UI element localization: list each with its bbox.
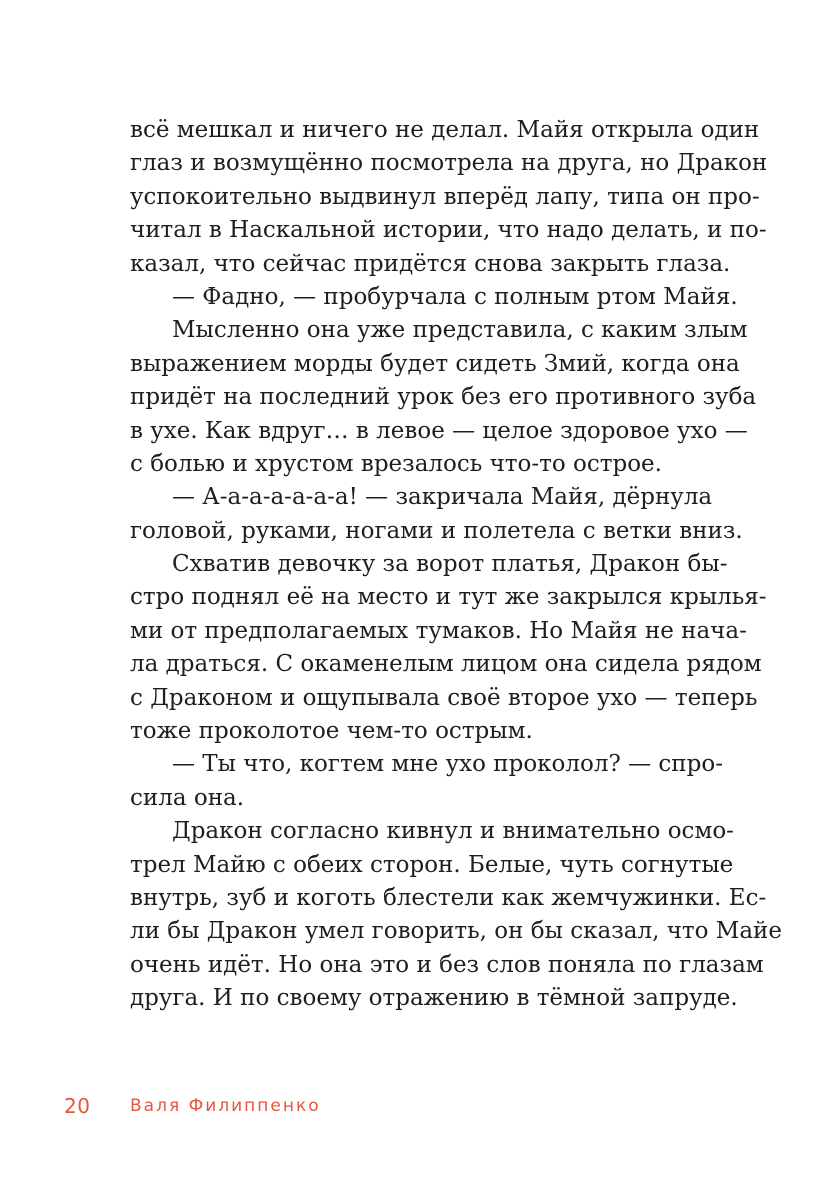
page-footer — [0, 1094, 827, 1124]
text-line: Дракон согласно кивнул и внимательно осмо- — [172, 818, 734, 845]
text-line: Схватив девочку за ворот платья, Дракон бы- — [172, 551, 728, 578]
running-head-author: Валя Филиппенко — [130, 1096, 321, 1116]
page-number: 20 — [64, 1094, 91, 1118]
text-line: придёт на последний урок без его противного зуба — [130, 384, 757, 411]
text-line: стро поднял её на место и тут же закрылся крылья- — [130, 584, 767, 611]
text-line: — Фадно, — пробурчала с полным ртом Майя. — [172, 283, 738, 310]
text-line: читал в Наскальной истории, что надо делать, и по- — [130, 217, 767, 244]
text-line: Мысленно она уже представила, с каким злым — [172, 317, 748, 344]
text-line: в ухе. Как вдруг… в левое — целое здоровое ухо — — [130, 417, 748, 444]
text-line: казал, что сейчас придётся снова закрыть глаза. — [130, 250, 731, 277]
text-line: глаз и возмущённо посмотрела на друга, но Дракон — [130, 150, 768, 177]
text-line: всё мешкал и ничего не делал. Майя открыла один — [130, 117, 760, 143]
text-line: — Ты что, когтем мне ухо проколол? — спро- — [172, 751, 723, 778]
text-line: — А-а-а-а-а-а-а! — закричала Майя, дёрнула — [172, 484, 713, 511]
text-line: ми от предполагаемых тумаков. Но Майя не нача- — [130, 617, 747, 644]
text-line: сила она. — [130, 784, 245, 811]
text-line: друга. И по своему отражению в тёмной запруде. — [130, 985, 738, 1012]
text-line: выражением морды будет сидеть Змий, когда она — [130, 350, 740, 377]
text-line: тоже проколотое чем-то острым. — [130, 718, 533, 745]
text-line: внутрь, зуб и коготь блестели как жемчужинки. Ес- — [130, 884, 767, 911]
text-line: с Драконом и ощупывала своё второе ухо — теперь — [130, 684, 758, 711]
text-line: ли бы Дракон умел говорить, он бы сказал, что Майе — [130, 918, 782, 945]
body-text — [130, 114, 782, 1016]
text-line: ла драться. С окаменелым лицом она сидела рядом — [130, 651, 762, 678]
text-line: головой, руками, ногами и полетела с ветки вниз. — [130, 517, 743, 544]
text-line: успокоительно выдвинул вперёд лапу, типа он про- — [130, 183, 760, 210]
text-line: с болью и хрустом врезалось что-то острое. — [130, 450, 662, 477]
text-line: очень идёт. Но она это и без слов поняла по глазам — [130, 951, 764, 978]
text-line: трел Майю с обеих сторон. Белые, чуть согнутые — [130, 851, 734, 878]
